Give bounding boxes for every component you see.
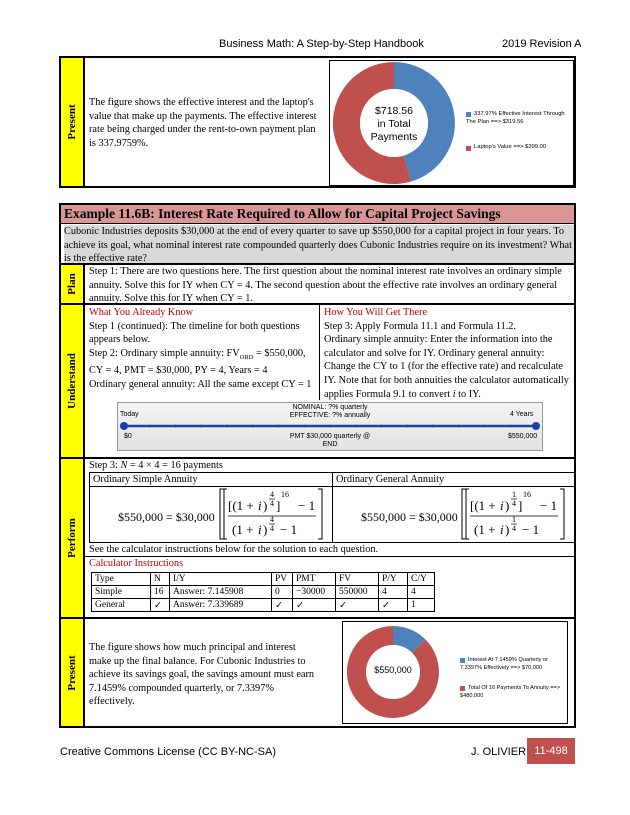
present-text-1: The figure shows the effective interest and the laptop's value that make up the payments. The effective interest rate being charged under the rent-to-own payment plan is 337.9759%. xyxy=(89,97,317,149)
svg-text:4: 4 xyxy=(512,524,516,533)
perform-step3: Step 3: N = 4 × 4 = 16 payments xyxy=(89,460,223,471)
laptop-payment-chart xyxy=(329,60,574,186)
svg-text:): ) xyxy=(505,522,510,537)
svg-text:): ) xyxy=(263,498,268,513)
svg-text:4: 4 xyxy=(270,499,274,508)
svg-text:[(1 +: [(1 + xyxy=(228,498,254,513)
present-label-2: Present xyxy=(61,619,85,726)
svg-text:i: i xyxy=(500,498,504,513)
already-know-step2: Step 2: Ordinary simple annuity: $FV_{ORD}$ = $550,000, CY = 4, PMT = $30,000, PY = 4, Years = 4 xyxy=(89,347,306,377)
revision-label: 2019 Revision A xyxy=(502,38,582,50)
legend-item-interest-2: Interest At 7.1459% Quarterly or 7.3397% Effectively ==> $70,000 xyxy=(460,657,548,671)
svg-text:1: 1 xyxy=(512,515,516,524)
plan-label: Plan xyxy=(61,265,85,303)
timeline-4-years: 4 Years xyxy=(510,411,534,418)
savings-chart-center: $550,000 xyxy=(374,665,412,675)
svg-text:16: 16 xyxy=(281,490,289,499)
handbook-title: Business Math: A Step-by-Step Handbook xyxy=(219,38,424,50)
present-label-1: Present xyxy=(61,58,85,186)
savings-chart xyxy=(342,621,568,724)
svg-text:4: 4 xyxy=(512,499,516,508)
timeline-figure xyxy=(117,402,543,451)
svg-text:16: 16 xyxy=(523,490,531,499)
timeline-fv: $550,000 xyxy=(508,433,538,440)
svg-text:4: 4 xyxy=(270,490,274,499)
example-title: Example 11.6B: Interest Rate Required to Allow for Capital Project Savings xyxy=(61,205,574,224)
get-there-step3: Step 3: Apply Formula 11.1 and Formula 11.2. xyxy=(324,320,517,332)
already-know-heading: What You Already Know xyxy=(89,307,194,318)
timeline-today: Today xyxy=(120,411,139,418)
calc-table xyxy=(91,572,435,612)
footer-author: J. OLIVIER xyxy=(471,746,527,758)
present-section-2 xyxy=(59,617,576,728)
calc-row-simple: Simple 16 Answer: 7.145908 0 −30000 550000 4 4 xyxy=(92,586,435,599)
chart-center-line3: Payments xyxy=(370,131,418,143)
example-header-box xyxy=(59,203,576,265)
legend-item-interest: 337.97% Effective Interest Through The Plan ==> $319.56 xyxy=(466,111,565,125)
svg-text:i: i xyxy=(258,522,262,537)
svg-text:(1 +: (1 + xyxy=(232,522,254,537)
general-formula xyxy=(460,487,572,541)
simple-lhs: $550,000 = $30,000 xyxy=(118,510,215,524)
svg-text:4: 4 xyxy=(270,515,274,524)
present-text-2: The figure shows how much principal and interest make up the final balance. For Cubonic Industries to achieve its savings goal, the savings amount must earn 7.1459% compounded quarterly, or 7.3397% effectively. xyxy=(89,642,315,708)
perform-note: See the calculator instructions below for the solution to each question. xyxy=(89,544,379,555)
already-know-step2b: Ordinary general annuity: All the same except CY = 1 xyxy=(89,379,312,391)
already-know-block xyxy=(89,306,317,392)
timeline-effective: EFFECTIVE: ?% annually xyxy=(289,412,371,419)
timeline-zero: $0 xyxy=(124,433,132,440)
chart-center-amount: $718.56 xyxy=(375,105,413,117)
svg-text:): ) xyxy=(505,498,510,513)
general-lhs: $550,000 = $30,000 xyxy=(361,510,458,524)
svg-text:(1 +: (1 + xyxy=(474,522,496,537)
svg-text:− 1: − 1 xyxy=(540,498,558,513)
calc-row-general: General ✓ Answer: 7.339689 ✓ ✓ ✓ ✓ 1 xyxy=(92,599,435,612)
svg-text:− 1: − 1 xyxy=(522,522,540,537)
get-there-heading: How You Will Get There xyxy=(324,307,428,318)
svg-text:]: ] xyxy=(276,498,281,513)
footer-license: Creative Commons License (CC BY-NC-SA) xyxy=(60,746,276,758)
svg-text:− 1: − 1 xyxy=(280,522,298,537)
get-there-block xyxy=(324,306,574,401)
understand-label: Understand xyxy=(61,305,85,457)
general-annuity-heading: Ordinary General Annuity xyxy=(336,474,445,485)
svg-text:4: 4 xyxy=(270,524,274,533)
timeline-pmt: PMT $30,000 quarterly @ xyxy=(289,433,371,440)
formula-table xyxy=(89,472,575,543)
example-problem: Cubonic Industries deposits $30,000 at the end of every quarter to save up $550,000 for a capital project in four years. To achieve its goal, what nominal interest rate compounded quarterly does Cubonic Industries require on its investment? What is the effective rate? xyxy=(64,225,574,265)
svg-text:− 1: − 1 xyxy=(298,498,316,513)
svg-text:1: 1 xyxy=(512,490,516,499)
svg-text:): ) xyxy=(263,522,268,537)
svg-text:]: ] xyxy=(518,498,523,513)
footer-page-number: 11-498 xyxy=(527,738,575,764)
perform-section xyxy=(59,457,576,619)
already-know-step1: Step 1 (continued): The timeline for both questions appears below. xyxy=(89,320,300,346)
understand-section xyxy=(59,303,576,459)
get-there-details: Ordinary simple annuity: Enter the information into the calculator and solve for IY. Ordinary general annuity: Change the CY to 1 (for the effective rate) and recalculate IY. Note that for both annuities the calculator automatically applies Formula 9.1 to convert i to IY. xyxy=(324,334,569,400)
simple-annuity-heading: Ordinary Simple Annuity xyxy=(93,474,198,485)
chart-center-line2: in Total xyxy=(377,118,411,130)
plan-text: Step 1: There are two questions here. The first question about the nominal interest rate involves an ordinary simple annuity. Solve this for IY when CY = 4. The second question about the effective rate involves an ordinary general annuity. Solve this for IY when CY = 1. xyxy=(89,266,562,305)
present-section-1 xyxy=(59,56,576,188)
legend-item-laptop: Laptop's Value ==> $399.00 xyxy=(466,144,570,151)
svg-text:[(1 +: [(1 + xyxy=(470,498,496,513)
calc-header-row: Type N I/Y PV PMT FV P/Y C/Y xyxy=(92,573,435,586)
svg-text:i: i xyxy=(258,498,262,513)
simple-formula xyxy=(218,487,330,541)
perform-label: Perform xyxy=(61,459,85,617)
plan-section xyxy=(59,263,576,305)
timeline-end: END xyxy=(322,441,338,448)
legend-item-payments: Total Of 16 Payments To Annuity ==> $480,000 xyxy=(460,685,561,699)
calc-instructions-heading: Calculator Instructions xyxy=(89,558,184,569)
timeline-nominal: NOMINAL: ?% quarterly xyxy=(292,404,368,411)
svg-text:i: i xyxy=(500,522,504,537)
